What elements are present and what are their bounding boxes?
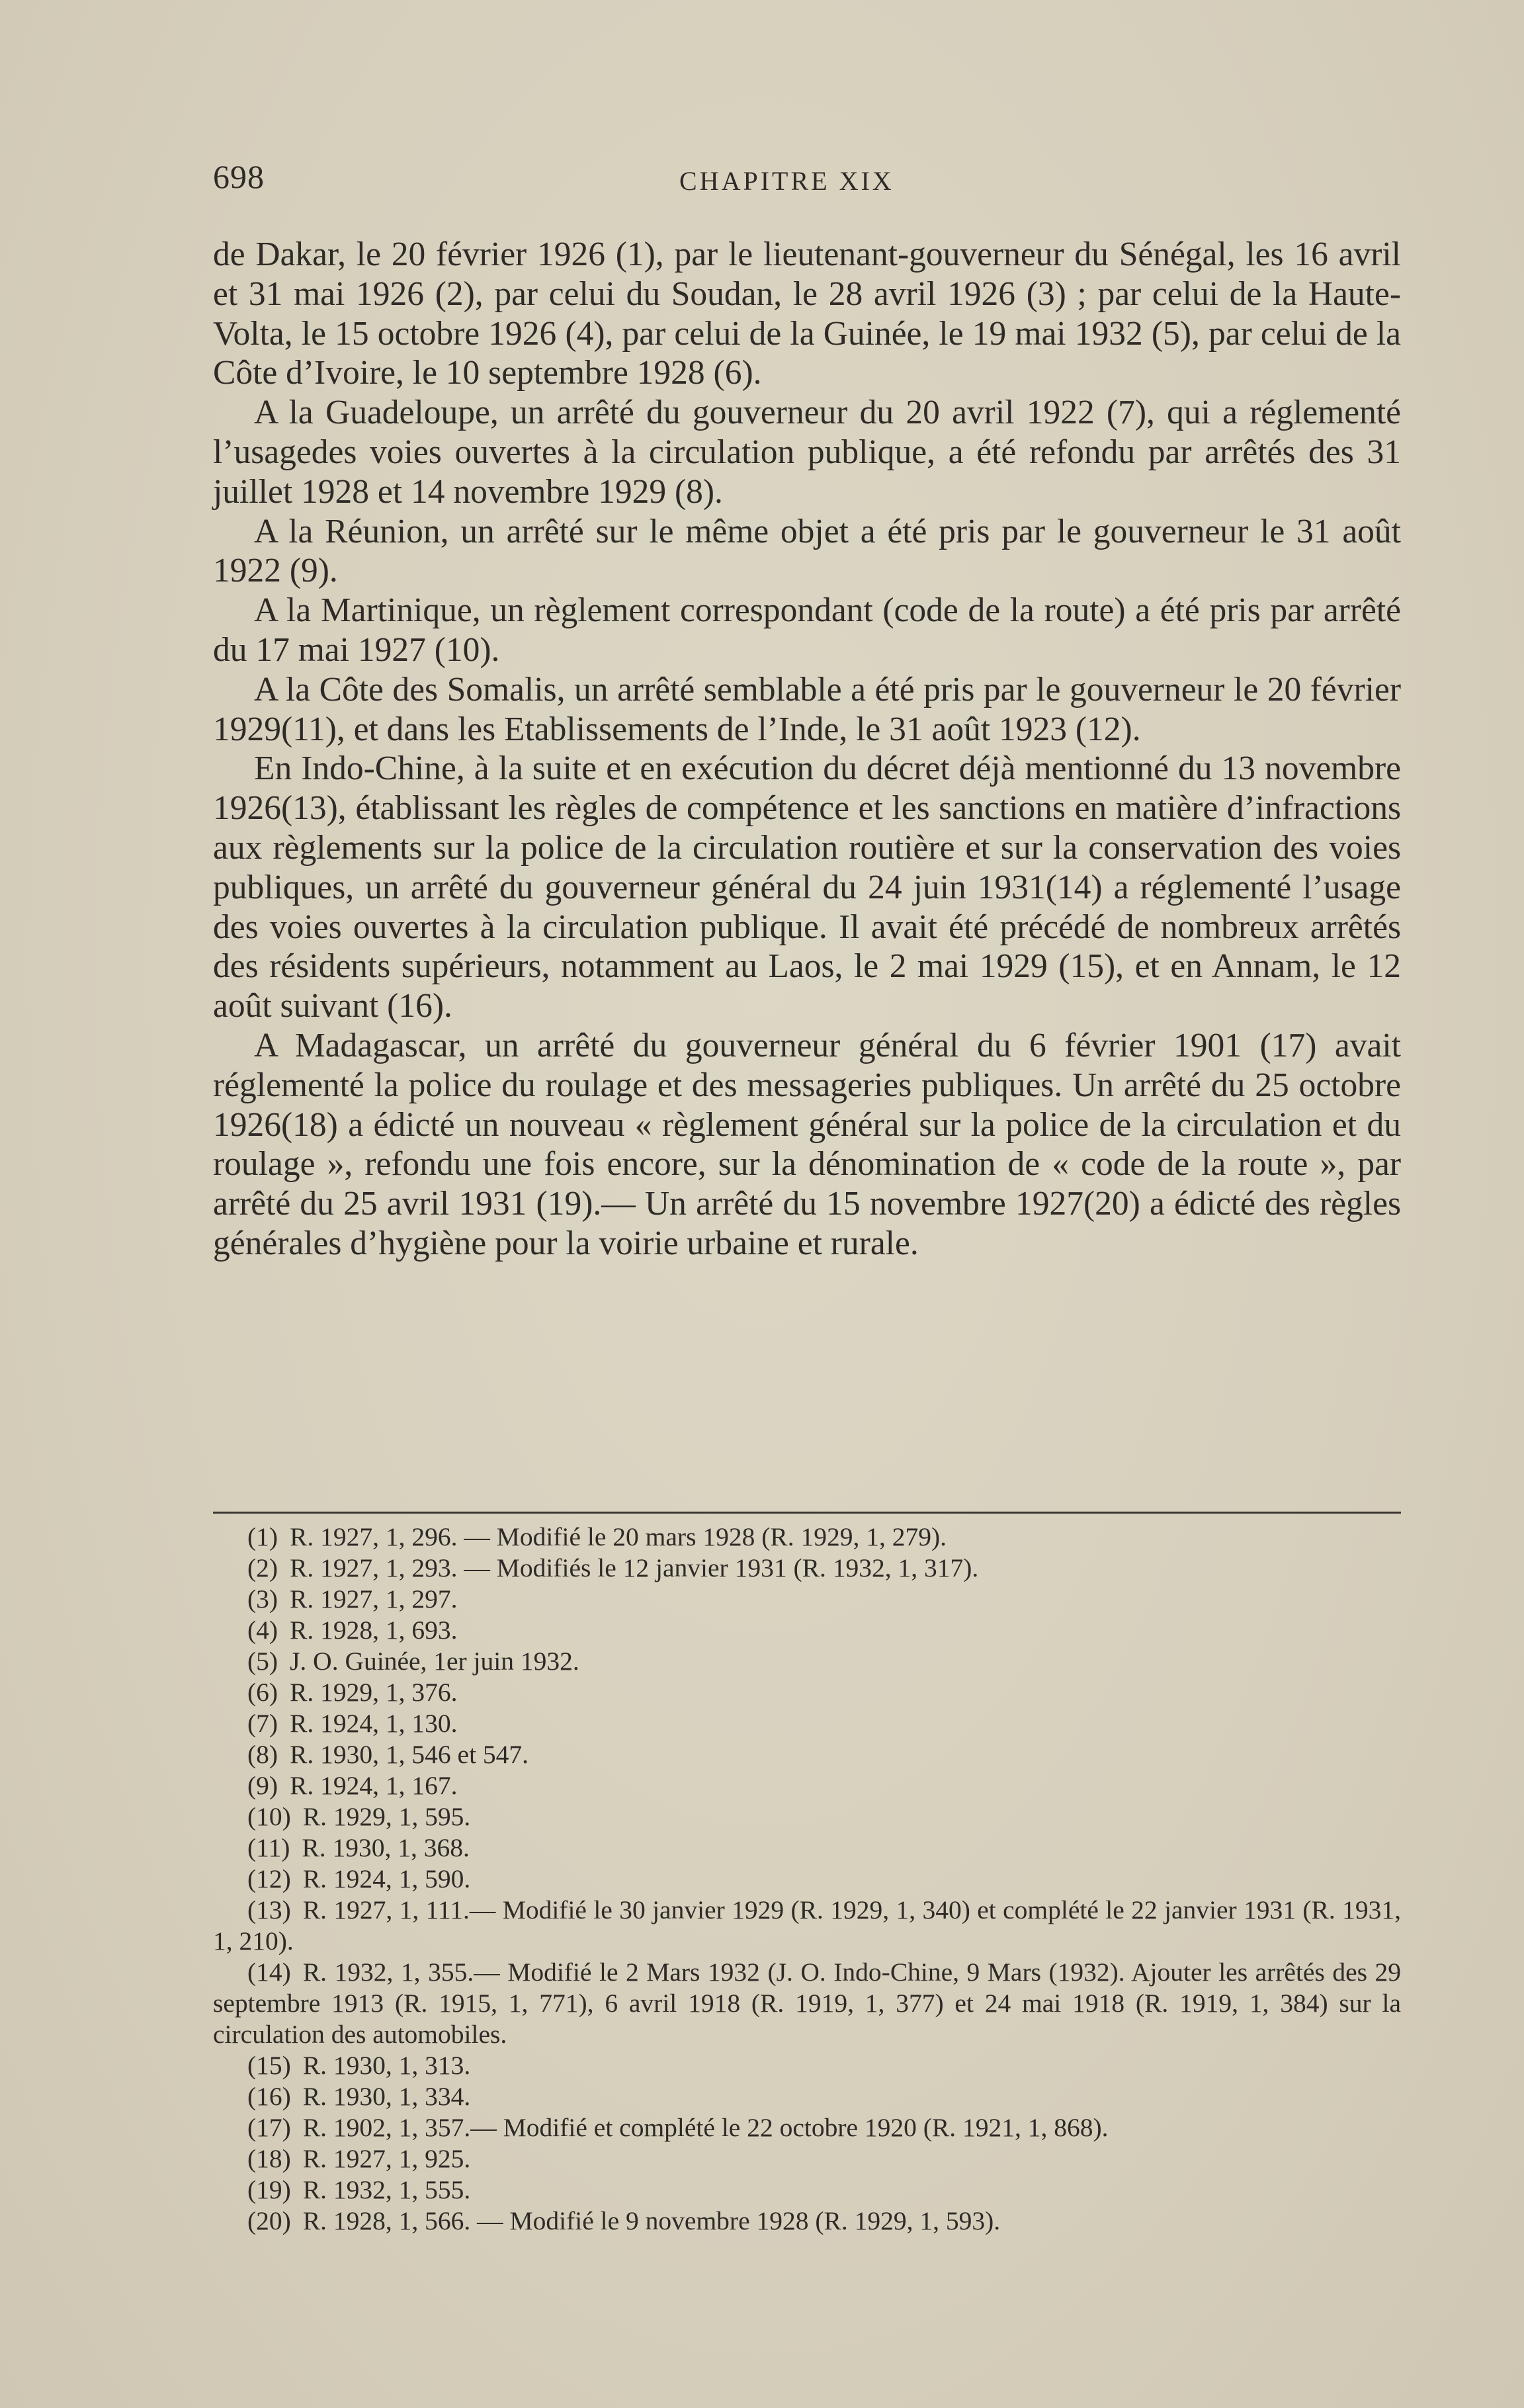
footnote: (11) R. 1930, 1, 368. — [247, 1833, 470, 1862]
footnote: (9) R. 1924, 1, 167. — [247, 1771, 458, 1800]
paragraph: En Indo-Chine, à la suite et en exécution du décret déjà mentionné du 13 novembre 1926(13), établissant les règles de compétence et les sanctions en matière d’infractions aux règlements sur la police de la circulation routière et sur la conservation des voies publiques, un arrêté du gouverneur général du 24 juin 1931(14) a réglementé l’usage des voies ouvertes à la circulation publique. Il avait été précédé de nombreux arrêtés des résidents supérieurs, notamment au Laos, le 2 mai 1929 (15), et en Annam, le 12 août suivant (16). — [213, 750, 1401, 1025]
footnote: (4) R. 1928, 1, 693. — [247, 1615, 458, 1645]
paragraph: A la Martinique, un règlement correspondant (code de la route) a été pris par arrêté du 17 mai 1927 (10). — [213, 591, 1401, 669]
footnote: (3) R. 1927, 1, 297. — [247, 1584, 458, 1613]
paragraph: de Dakar, le 20 février 1926 (1), par le lieutenant-gouverneur du Sénégal, les 16 avril et 31 mai 1926 (2), par celui du Soudan, le 28 avril 1926 (3) ; par celui de la Haute-Volta, le 15 octobre 1926 (4), par celui de la Guinée, le 19 mai 1932 (5), par celui de la Côte d’Ivoire, le 10 septembre 1928 (6). — [213, 236, 1401, 392]
paragraph: A Madagascar, un arrêté du gouverneur général du 6 février 1901 (17) avait réglementé la police du roulage et des messageries publiques. Un arrêté du 25 octobre 1926(18) a édicté un nouveau « règlement général sur la police de la circulation et du roulage », refondu une fois encore, sur la dénomination de « code de la route », par arrêté du 25 avril 1931 (19).— Un arrêté du 15 novembre 1927(20) a édicté des règles générales d’hygiène pour la voirie urbaine et rurale. — [213, 1026, 1401, 1262]
footnote: (12) R. 1924, 1, 590. — [247, 1864, 471, 1893]
paragraph: A la Réunion, un arrêté sur le même objet a été pris par le gouverneur le 31 août 1922 (9). — [213, 512, 1401, 590]
footnote: (14) R. 1932, 1, 355.— Modifié le 2 Mars 1932 (J. O. Indo-Chine, 9 Mars (1932). Ajouter les arrêtés des 29 septembre 1913 (R. 1915, 1, 771), 6 avril 1918 (R. 1919, 1, 377) et 24 mai 1918 (R. 1919, 1, 384) sur la circulation des automobiles. — [213, 1957, 1401, 2049]
paragraph: A la Côte des Somalis, un arrêté semblable a été pris par le gouverneur le 20 février 1929(11), et dans les Etablissements de l’Inde, le 31 août 1923 (12). — [213, 670, 1401, 748]
footnote: (13) R. 1927, 1, 111.— Modifié le 30 janvier 1929 (R. 1929, 1, 340) et complété le 22 janvier 1931 (R. 1931, 1, 210). — [213, 1895, 1401, 1956]
footnote: (17) R. 1902, 1, 357.— Modifié et complété le 22 octobre 1920 (R. 1921, 1, 868). — [247, 2113, 1109, 2142]
footnote: (10) R. 1929, 1, 595. — [247, 1802, 471, 1831]
footnote: (19) R. 1932, 1, 555. — [247, 2175, 471, 2204]
paragraph: A la Guadeloupe, un arrêté du gouverneur du 20 avril 1922 (7), qui a réglementé l’usagedes voies ouvertes à la circulation publique, a été refondu par arrêtés des 31 juillet 1928 et 14 novembre 1929 (8). — [213, 394, 1401, 511]
footnote: (6) R. 1929, 1, 376. — [247, 1678, 458, 1707]
footnote-divider — [213, 1512, 1401, 1514]
main-text — [213, 235, 1401, 1264]
footnote: (15) R. 1930, 1, 313. — [247, 2051, 471, 2080]
page-header — [213, 157, 1404, 204]
footnote: (20) R. 1928, 1, 566. — Modifié le 9 novembre 1928 (R. 1929, 1, 593). — [247, 2206, 1001, 2235]
footnote: (5) J. O. Guinée, 1er juin 1932. — [247, 1647, 579, 1676]
footnote: (8) R. 1930, 1, 546 et 547. — [247, 1740, 529, 1769]
footnote: (7) R. 1924, 1, 130. — [247, 1709, 458, 1738]
page-number: 698 — [213, 158, 265, 195]
footnote: (16) R. 1930, 1, 334. — [247, 2082, 471, 2111]
footnote: (1) R. 1927, 1, 296. — Modifié le 20 mars 1928 (R. 1929, 1, 279). — [247, 1522, 947, 1551]
chapter-title: CHAPITRE XIX — [679, 166, 894, 196]
footnote: (2) R. 1927, 1, 293. — Modifiés le 12 janvier 1931 (R. 1932, 1, 317). — [247, 1553, 979, 1582]
footnotes — [213, 1522, 1401, 2237]
footnote: (18) R. 1927, 1, 925. — [247, 2144, 471, 2173]
